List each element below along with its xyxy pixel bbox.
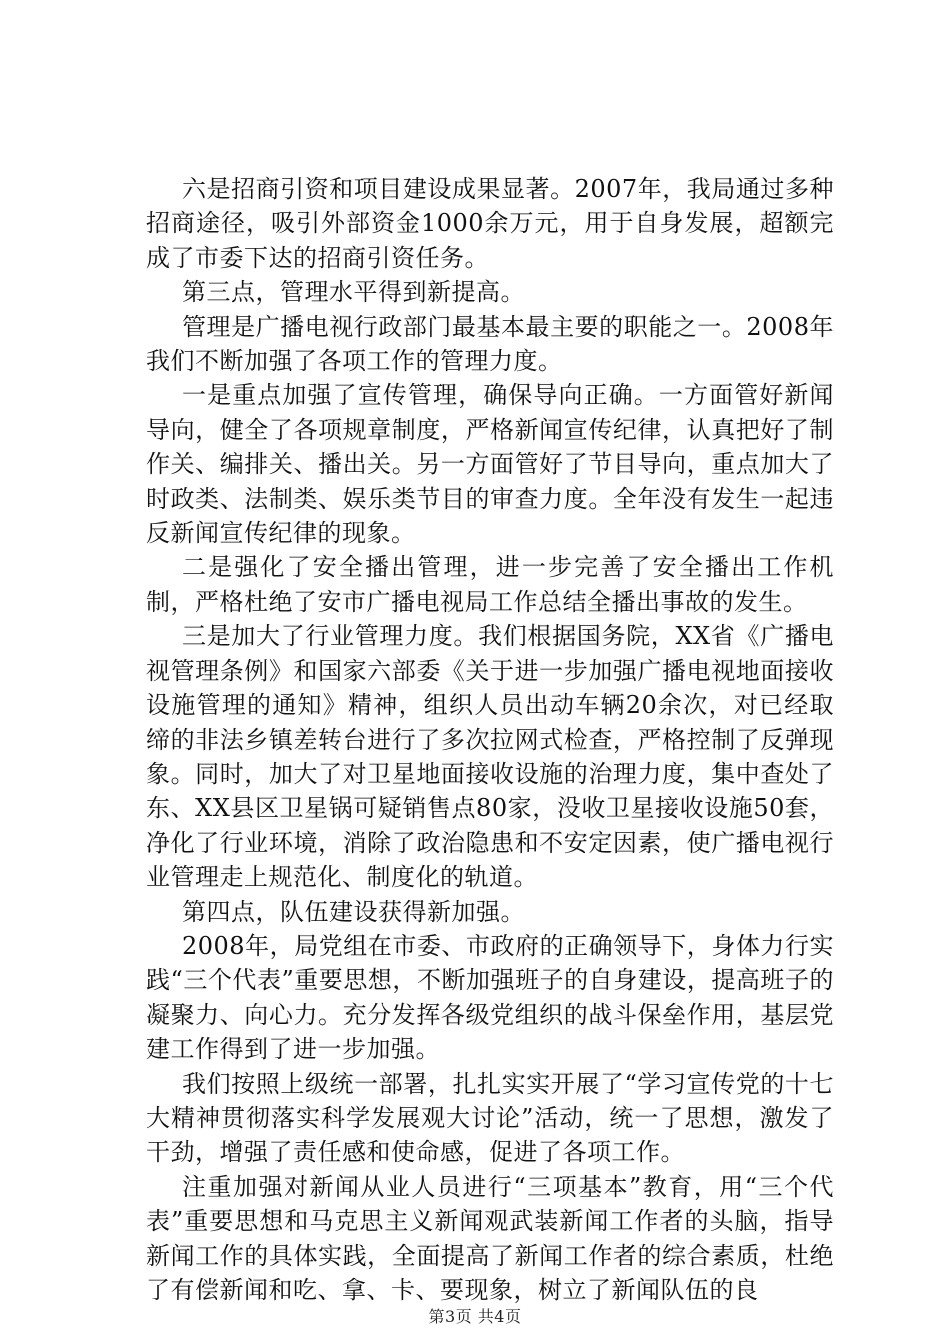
paragraph-study-campaign: 我们按照上级统一部署，扎扎实实开展了“学习宣传党的十七大精神贯彻落实科学发展观大讨论”活动，统一了思想，激发了干劲，增强了责任感和使命感，促进了各项工作。 — [146, 1069, 834, 1167]
page-number-footer: 第3页 共4页 — [428, 1307, 522, 1326]
document-body — [146, 172, 834, 1307]
section-heading-management: 第三点，管理水平得到新提高。 — [182, 278, 525, 307]
paragraph-propaganda-management: 一是重点加强了宣传管理，确保导向正确。一方面管好新闻导向，健全了各项规章制度，严格新闻宣传纪律，认真把好了制作关、编排关、播出关。另一方面管好了节目导向，重点加大了时政类、法制类、娱乐类节目的审查力度。全年没有发生一起违反新闻宣传纪律的现象。 — [146, 381, 834, 548]
paragraph-industry-management: 三是加大了行业管理力度。我们根据国务院，XX省《广播电视管理条例》和国家六部委《关于进一步加强广播电视地面接收设施管理的通知》精神，组织人员出动车辆20余次，对已经取缔的非法乡镇差转台进行了多次拉网式检查，严格控制了反弹现象。同时，加大了对卫星地面接收设施的治理力度，集中查处了东、XX县区卫星锅可疑销售点80家，没收卫星接收设施50套，净化了行业环境，消除了政治隐患和不安定因素，使广播电视行业管理走上规范化、制度化的轨道。 — [146, 622, 834, 892]
paragraph-broadcast-safety: 二是强化了安全播出管理，进一步完善了安全播出工作机制，严格杜绝了安市广播电视局工作总结全播出事故的发生。 — [146, 553, 834, 616]
section-heading-team-building: 第四点，队伍建设获得新加强。 — [182, 897, 525, 926]
paragraph-management-intro: 管理是广播电视行政部门最基本最主要的职能之一。2008年我们不断加强了各项工作的管理力度。 — [146, 312, 834, 376]
paragraph-journalist-education: 注重加强对新闻从业人员进行“三项基本”教育，用“三个代表”重要思想和马克思主义新闻观武装新闻工作者的头脑，指导新闻工作的具体实践，全面提高了新闻工作者的综合素质，杜绝了有偿新闻和吃、拿、卡、要现象，树立了新闻队伍的良 — [146, 1172, 834, 1304]
paragraph-investment: 六是招商引资和项目建设成果显著。2007年，我局通过多种招商途径，吸引外部资金1000余万元，用于自身发展，超额完成了市委下达的招商引资任务。 — [146, 175, 834, 272]
paragraph-party-leadership: 2008年，局党组在市委、市政府的正确领导下，身体力行实践“三个代表”重要思想，不断加强班子的自身建设，提高班子的凝聚力、向心力。充分发挥各级党组织的战斗保垒作用，基层党建工作得到了进一步加强。 — [146, 931, 834, 1064]
